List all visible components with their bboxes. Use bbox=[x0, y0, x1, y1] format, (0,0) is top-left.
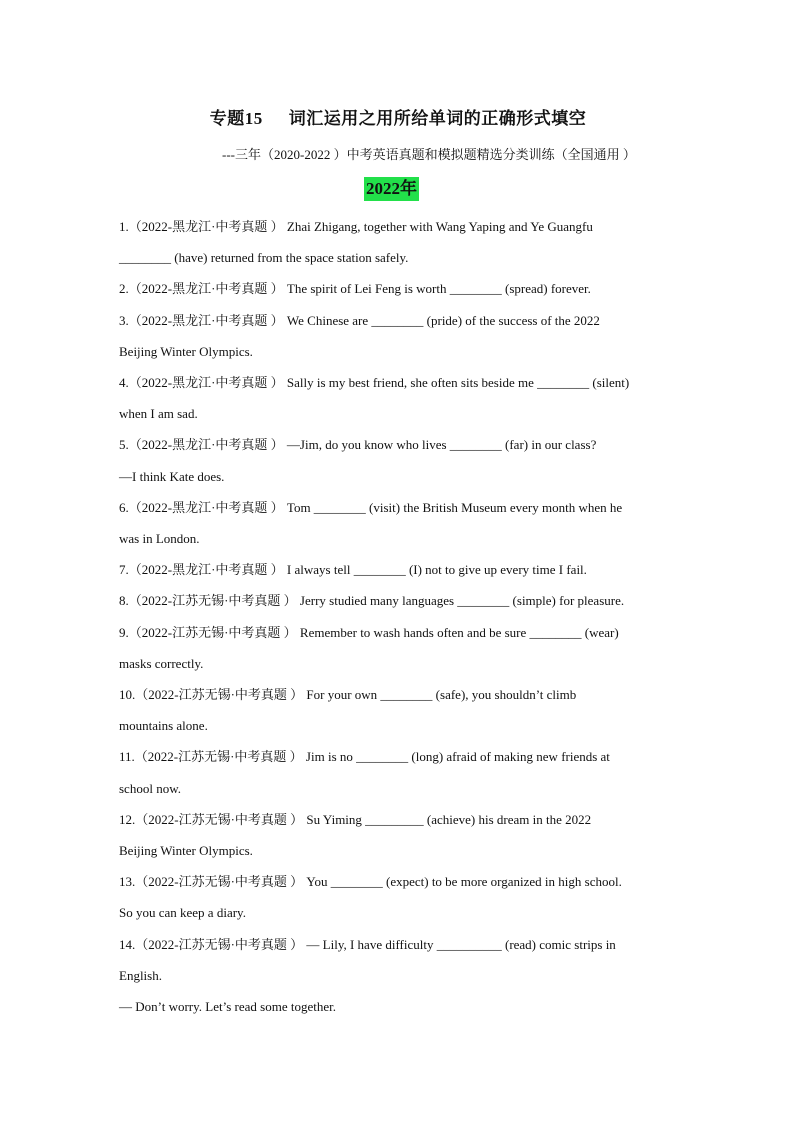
question-11-line-1: 11.（2022-江苏无锡·中考真题 ） Jim is no ________ (long) afraid of making new friends at bbox=[119, 749, 610, 764]
question-8-line-1: 8.（2022-江苏无锡·中考真题 ） Jerry studied many languages ________ (simple) for pleasure. bbox=[119, 593, 625, 608]
page-title bbox=[0, 104, 794, 129]
question-14-line-1: 14.（2022-江苏无锡·中考真题 ） — Lily, I have difficulty __________ (read) comic strips in bbox=[119, 937, 616, 952]
question-14-line-3: — Don’t worry. Let’s read some together. bbox=[119, 999, 336, 1014]
question-3-line-2: Beijing Winter Olympics. bbox=[119, 344, 253, 359]
question-9-line-2: masks correctly. bbox=[119, 656, 204, 671]
year-heading: 2022年 bbox=[364, 177, 419, 201]
question-1-line-1: 1.（2022-黑龙江·中考真题 ） Zhai Zhigang, together with Wang Yaping and Ye Guangfu bbox=[119, 219, 593, 234]
question-5-line-1: 5.（2022-黑龙江·中考真题 ） —Jim, do you know who lives ________ (far) in our class? bbox=[119, 437, 597, 452]
question-7-line-1: 7.（2022-黑龙江·中考真题 ） I always tell ________ (I) not to give up every time I fail. bbox=[119, 562, 587, 577]
question-10-line-2: mountains alone. bbox=[119, 718, 208, 733]
page-subtitle: ---三年（2020-2022 ）中考英语真题和模拟题精选分类训练（全国通用 ） bbox=[222, 147, 636, 162]
question-5-line-2: —I think Kate does. bbox=[119, 469, 225, 484]
question-9-line-1: 9.（2022-江苏无锡·中考真题 ） Remember to wash hands often and be sure ________ (wear) bbox=[119, 625, 619, 640]
question-11-line-2: school now. bbox=[119, 781, 181, 796]
question-4-line-1: 4.（2022-黑龙江·中考真题 ） Sally is my best friend, she often sits beside me ________ (silent) bbox=[119, 375, 630, 390]
question-10-line-1: 10.（2022-江苏无锡·中考真题 ） For your own ________ (safe), you shouldn’t climb bbox=[119, 687, 577, 702]
question-1-line-2: ________ (have) returned from the space station safely. bbox=[119, 250, 409, 265]
question-13-line-2: So you can keep a diary. bbox=[119, 905, 246, 920]
question-12-line-1: 12.（2022-江苏无锡·中考真题 ） Su Yiming _________ (achieve) his dream in the 2022 bbox=[119, 812, 592, 827]
question-3-line-1: 3.（2022-黑龙江·中考真题 ） We Chinese are ________ (pride) of the success of the 2022 bbox=[119, 313, 600, 328]
question-4-line-2: when I am sad. bbox=[119, 406, 198, 421]
question-6-line-1: 6.（2022-黑龙江·中考真题 ） Tom ________ (visit) the British Museum every month when he bbox=[119, 500, 623, 515]
question-14-line-2: English. bbox=[119, 968, 162, 983]
topic-number: 专题15 bbox=[209, 109, 263, 128]
question-13-line-1: 13.（2022-江苏无锡·中考真题 ） You ________ (expect) to be more organized in high school. bbox=[119, 874, 622, 889]
question-2-line-1: 2.（2022-黑龙江·中考真题 ） The spirit of Lei Feng is worth ________ (spread) forever. bbox=[119, 281, 591, 296]
topic-title: 词汇运用之用所给单词的正确形式填空 bbox=[288, 109, 587, 128]
question-6-line-2: was in London. bbox=[119, 531, 200, 546]
question-12-line-2: Beijing Winter Olympics. bbox=[119, 843, 253, 858]
